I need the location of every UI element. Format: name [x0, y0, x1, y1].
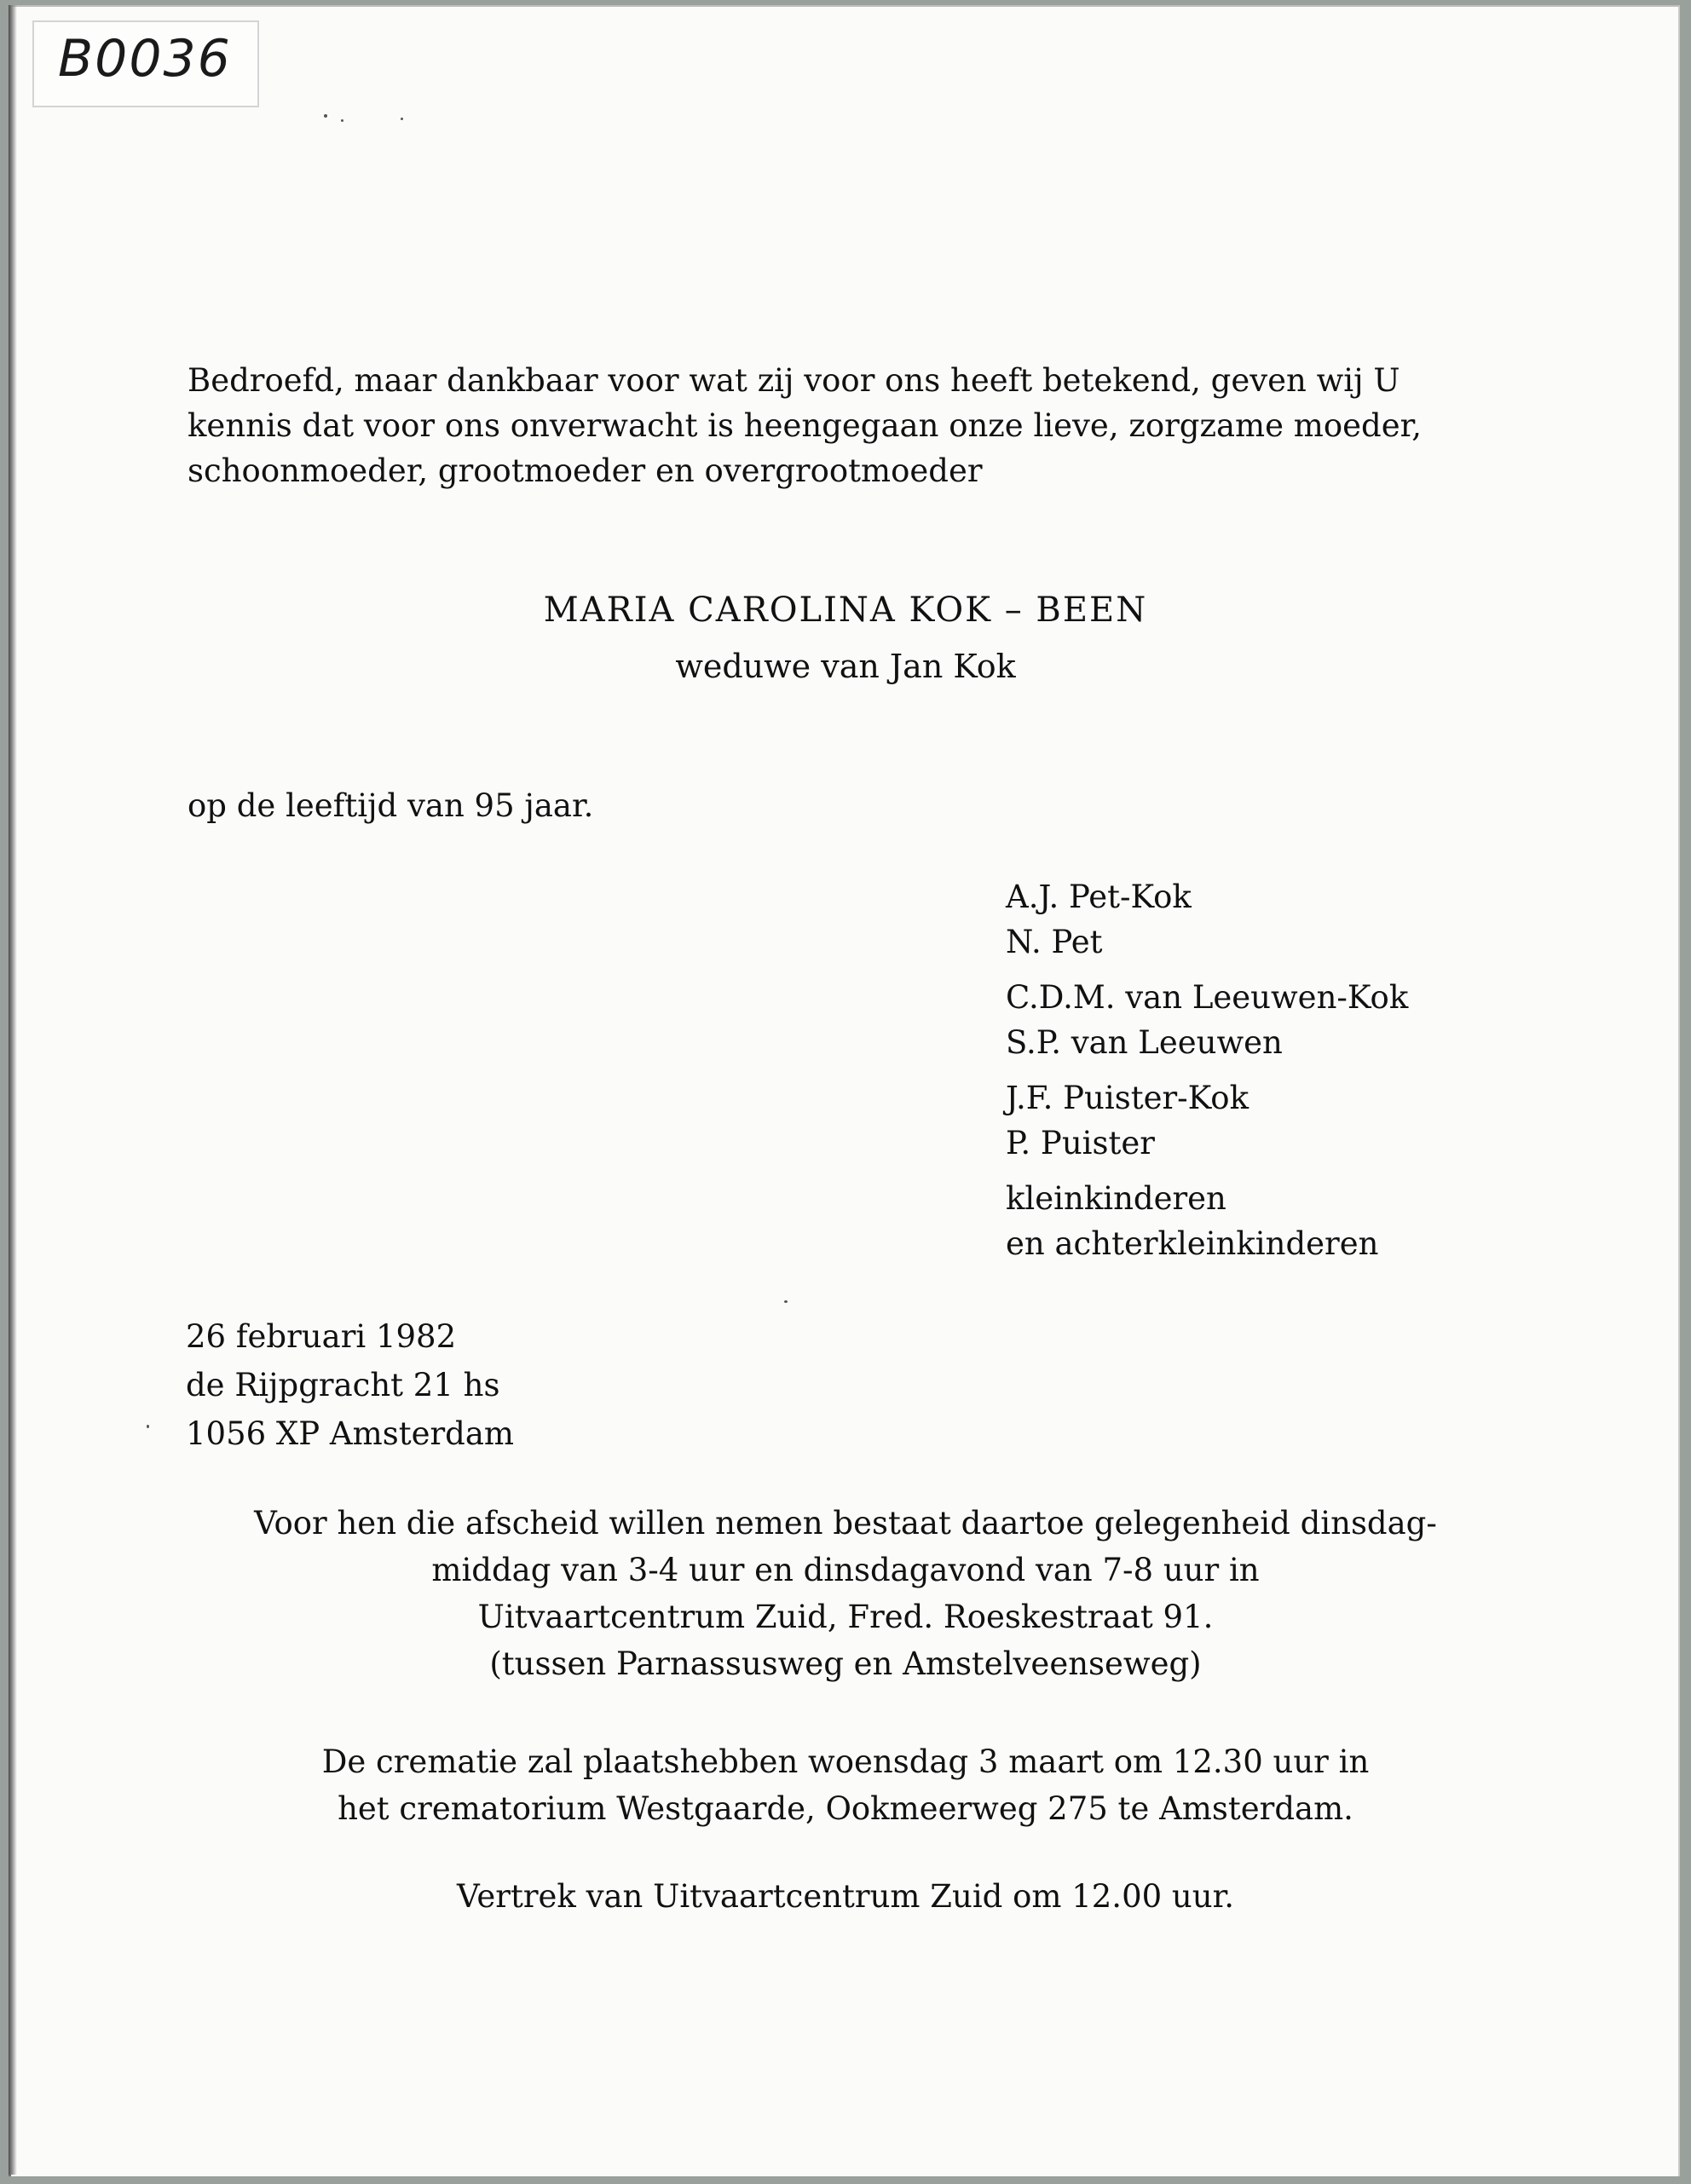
deceased-name — [0, 588, 1691, 632]
intro-paragraph — [188, 358, 1422, 493]
signer-group — [1006, 874, 1408, 965]
age-line: op de leeftijd van 95 jaar. — [188, 787, 594, 824]
date-address-block — [186, 1312, 514, 1458]
viewing-line: Uitvaartcentrum Zuid, Fred. Roeskestraat 91. — [477, 1599, 1214, 1635]
viewing-line: Voor hen die afscheid willen nemen bestaat daartoe gelegenheid dinsdag- — [254, 1505, 1437, 1541]
signer-group — [1006, 975, 1408, 1065]
cremation-paragraph — [0, 1738, 1691, 1832]
signer-name: C.D.M. van Leeuwen-Kok — [1006, 979, 1409, 1016]
speck — [784, 1300, 788, 1303]
speck — [324, 114, 327, 118]
intro-line: Bedroefd, maar dankbaar voor wat zij voor ons heeft betekend, geven wij U — [188, 362, 1400, 399]
intro-line: kennis dat voor ons onverwacht is heengegaan onze lieve, zorgzame moeder, — [188, 407, 1423, 444]
cremation-line: het crematorium Westgaarde, Ookmeerweg 275 te Amsterdam. — [338, 1790, 1353, 1827]
signer-name: S.P. van Leeuwen — [1006, 1024, 1283, 1061]
signers-list — [1006, 874, 1408, 1276]
viewing-line: middag van 3-4 uur en dinsdagavond van 7-8 uur in — [431, 1552, 1260, 1588]
deceased-name-text: MARIA CAROLINA KOK – BEEN — [543, 591, 1148, 630]
signer-name: P. Puister — [1006, 1125, 1155, 1161]
speck — [401, 118, 403, 120]
signer-name: J.F. Puister-Kok — [1006, 1080, 1249, 1116]
cremation-line: De crematie zal plaatshebben woensdag 3 maart om 12.30 uur in — [321, 1743, 1370, 1780]
document-page — [9, 5, 1680, 2176]
signer-group — [1006, 1075, 1408, 1166]
archive-label-text: B0036 — [58, 29, 232, 89]
speck — [147, 1425, 149, 1428]
intro-line: schoonmoeder, grootmoeder en overgrootmoeder — [188, 452, 983, 489]
archive-label — [32, 20, 259, 107]
address-line: de Rijpgracht 21 hs — [186, 1367, 500, 1403]
signer-name: kleinkinderen — [1006, 1180, 1226, 1217]
page-binding-edge — [9, 5, 17, 2175]
speck — [341, 119, 343, 122]
viewing-paragraph — [0, 1500, 1691, 1687]
viewing-line: (tussen Parnassusweg en Amstelveenseweg) — [489, 1645, 1202, 1682]
signer-name: N. Pet — [1006, 924, 1103, 960]
address-line: 1056 XP Amsterdam — [186, 1415, 514, 1452]
departure-line: Vertrek van Uitvaartcentrum Zuid om 12.00 uur. — [457, 1878, 1234, 1915]
signer-group — [1006, 1176, 1408, 1266]
signer-name: A.J. Pet-Kok — [1006, 879, 1192, 915]
address-line: 26 februari 1982 — [186, 1318, 457, 1355]
signer-name: en achterkleinkinderen — [1006, 1225, 1379, 1262]
deceased-subtitle: weduwe van Jan Kok — [675, 648, 1016, 685]
